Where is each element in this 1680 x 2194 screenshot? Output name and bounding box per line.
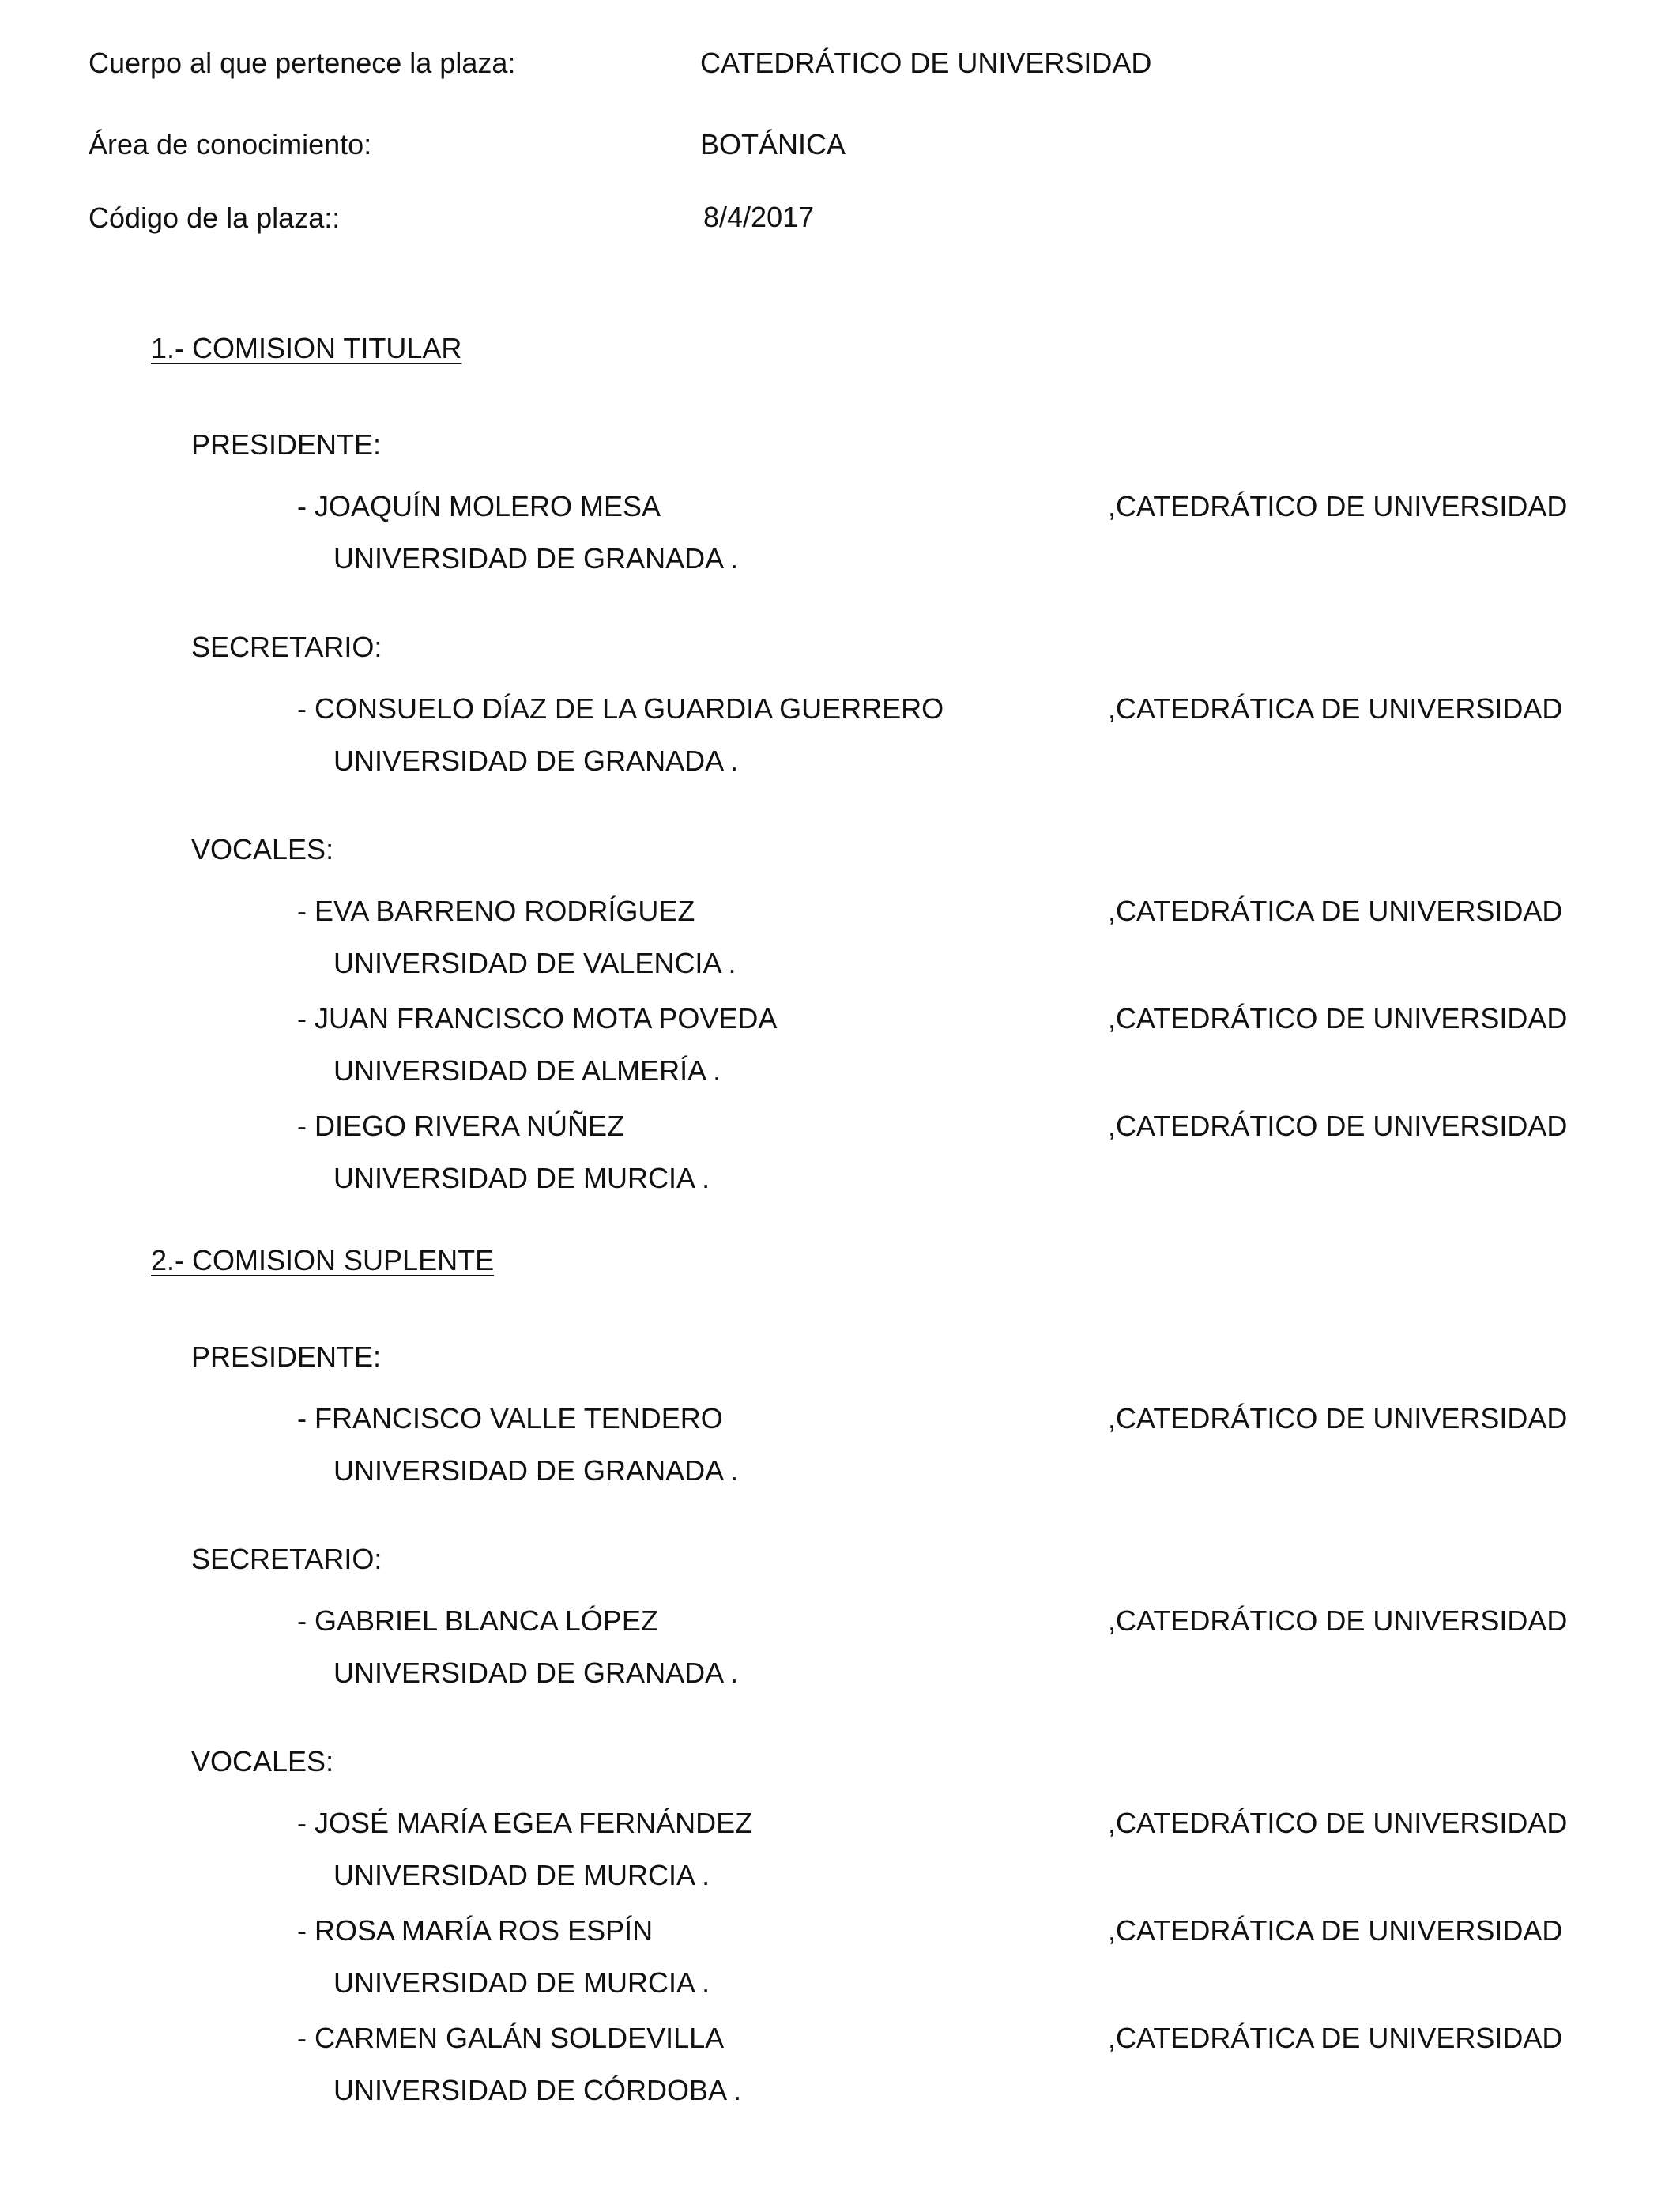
codigo-value: 8/4/2017 (703, 201, 815, 233)
cuerpo-value: CATEDRÁTICO DE UNIVERSIDAD (700, 47, 1152, 79)
member-university: UNIVERSIDAD DE GRANADA . (333, 1657, 739, 1689)
member-name: - ROSA MARÍA ROS ESPÍN (297, 1914, 654, 1947)
member-name: - JUAN FRANCISCO MOTA POVEDA (297, 1002, 778, 1035)
role-label-presidente-suplente: PRESIDENTE: (191, 1340, 382, 1373)
member-name: - CONSUELO DÍAZ DE LA GUARDIA GUERRERO (297, 692, 944, 725)
member-category: ,CATEDRÁTICO DE UNIVERSIDAD (1108, 1604, 1568, 1637)
role-label-vocales-suplente: VOCALES: (191, 1745, 334, 1777)
member-university: UNIVERSIDAD DE MURCIA . (333, 1966, 710, 1999)
area-label: Área de conocimiento: (89, 128, 372, 160)
member-name: - DIEGO RIVERA NÚÑEZ (297, 1110, 625, 1142)
member-university: UNIVERSIDAD DE VALENCIA . (333, 947, 736, 979)
member-name: - EVA BARRENO RODRÍGUEZ (297, 895, 695, 927)
member-name: - GABRIEL BLANCA LÓPEZ (297, 1604, 658, 1637)
area-value: BOTÁNICA (700, 128, 846, 160)
member-category: ,CATEDRÁTICO DE UNIVERSIDAD (1108, 1807, 1568, 1839)
member-category: ,CATEDRÁTICA DE UNIVERSIDAD (1108, 2022, 1563, 2054)
member-category: ,CATEDRÁTICO DE UNIVERSIDAD (1108, 1002, 1568, 1035)
cuerpo-label: Cuerpo al que pertenece la plaza: (89, 47, 516, 79)
member-category: ,CATEDRÁTICO DE UNIVERSIDAD (1108, 1110, 1568, 1142)
role-label-secretario-titular: SECRETARIO: (191, 631, 382, 663)
member-name: - FRANCISCO VALLE TENDERO (297, 1402, 723, 1434)
section-heading-suplente: 2.- COMISION SUPLENTE (151, 1244, 495, 1276)
member-university: UNIVERSIDAD DE MURCIA . (333, 1859, 710, 1891)
member-category: ,CATEDRÁTICO DE UNIVERSIDAD (1108, 1402, 1568, 1434)
member-category: ,CATEDRÁTICA DE UNIVERSIDAD (1108, 895, 1563, 927)
member-university: UNIVERSIDAD DE CÓRDOBA . (333, 2074, 742, 2106)
member-name: - CARMEN GALÁN SOLDEVILLA (297, 2022, 725, 2054)
section-heading-titular: 1.- COMISION TITULAR (151, 332, 462, 364)
member-university: UNIVERSIDAD DE GRANADA . (333, 542, 739, 575)
member-category: ,CATEDRÁTICA DE UNIVERSIDAD (1108, 692, 1563, 725)
member-university: UNIVERSIDAD DE GRANADA . (333, 1454, 739, 1487)
role-label-presidente-titular: PRESIDENTE: (191, 428, 382, 461)
role-label-vocales-titular: VOCALES: (191, 833, 334, 865)
member-university: UNIVERSIDAD DE MURCIA . (333, 1162, 710, 1194)
member-name: - JOSÉ MARÍA EGEA FERNÁNDEZ (297, 1807, 753, 1839)
member-category: ,CATEDRÁTICA DE UNIVERSIDAD (1108, 1914, 1563, 1947)
member-category: ,CATEDRÁTICO DE UNIVERSIDAD (1108, 490, 1568, 522)
member-university: UNIVERSIDAD DE GRANADA . (333, 745, 739, 777)
codigo-label: Código de la plaza:: (89, 202, 341, 234)
member-name: - JOAQUÍN MOLERO MESA (297, 490, 661, 522)
role-label-secretario-suplente: SECRETARIO: (191, 1543, 382, 1575)
member-university: UNIVERSIDAD DE ALMERÍA . (333, 1054, 721, 1087)
